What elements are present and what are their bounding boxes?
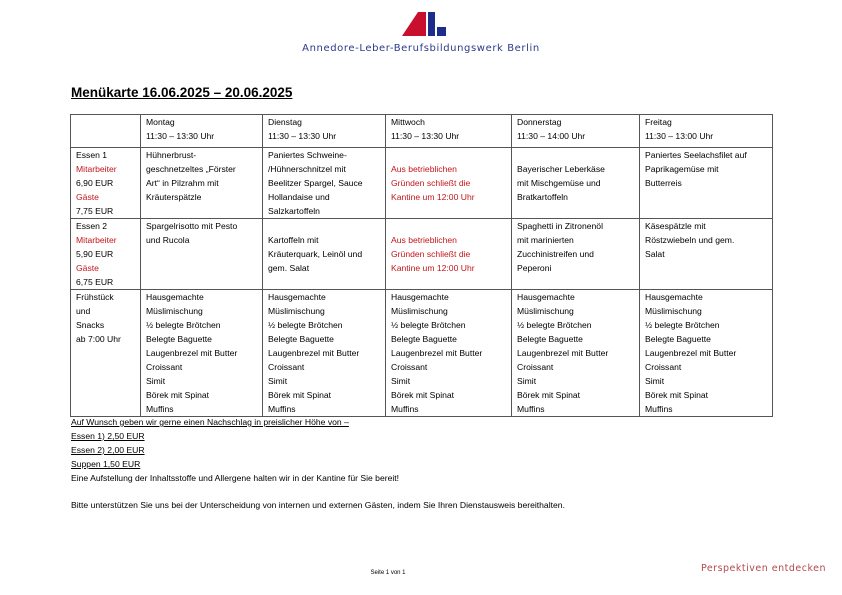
- footer-tagline: Perspektiven entdecken: [700, 563, 826, 574]
- menu-item-line: Laugenbrezel mit Butter: [146, 348, 238, 358]
- menu-item-line: Hausgemachte: [645, 292, 703, 302]
- menu-item-line: Hollandaise und: [268, 192, 330, 202]
- menu-item-line: Kartoffeln mit: [268, 235, 319, 245]
- menu-item-line: Hausgemachte: [517, 292, 575, 302]
- menu-row-essen-1: [71, 148, 773, 219]
- row-label-line: Mitarbeiter: [76, 164, 117, 174]
- staff-id-appeal: Bitte unterstützen Sie uns bei der Unterscheidung von internen und externen Gästen, indem Sie Ihren Dienstausweis bereithalten.: [71, 500, 565, 510]
- row-label-line: 6,90 EUR: [76, 178, 114, 188]
- menu-item-line: Croissant: [146, 362, 183, 372]
- menu-item-line: Butterreis: [645, 178, 682, 188]
- menu-cell: [512, 148, 640, 219]
- menu-cell: [640, 290, 773, 417]
- menu-item-line: Paniertes Seelachsfilet auf: [645, 150, 747, 160]
- menu-item-line: Hausgemachte: [268, 292, 326, 302]
- menu-item-line: Croissant: [645, 362, 682, 372]
- menu-item-line: Käsespätzle mit: [645, 221, 706, 231]
- menu-item-line: Art“ in Pilzrahm mit: [146, 178, 219, 188]
- menu-item-line: [517, 148, 635, 162]
- menu-item-line: Gründen schließt die: [391, 178, 471, 188]
- notes-section: [71, 416, 399, 486]
- menu-item-line: Muffins: [517, 404, 545, 414]
- menu-item-line: Börek mit Spinat: [517, 390, 581, 400]
- menu-row-essen-2: [71, 219, 773, 290]
- menu-item-line: Kantine um 12:00 Uhr: [391, 263, 475, 273]
- day-header-donnerstag: Donnerstag 11:30 – 14:00 Uhr: [512, 115, 640, 148]
- menu-cell: [263, 290, 386, 417]
- menu-item-line: Hühnerbrust-: [146, 150, 197, 160]
- menu-item-line: Salzkartoffeln: [268, 206, 320, 216]
- menu-item-line: /Hühnerschnitzel mit: [268, 164, 346, 174]
- menu-cell: [263, 219, 386, 290]
- menu-cell: [141, 219, 263, 290]
- menu-item-line: Belegte Baguette: [268, 334, 334, 344]
- menu-item-line: Muffins: [645, 404, 673, 414]
- menu-item-line: Muffins: [268, 404, 296, 414]
- row-label: [71, 290, 141, 417]
- menu-item-line: Börek mit Spinat: [645, 390, 709, 400]
- row-label-line: Essen 2: [76, 221, 108, 231]
- menu-item-line: Zucchinistreifen und: [517, 249, 594, 259]
- menu-item-line: Muffins: [391, 404, 419, 414]
- menu-item-line: und Rucola: [146, 235, 190, 245]
- logo-blue-block: [437, 27, 446, 36]
- menu-item-line: Spargelrisotto mit Pesto: [146, 221, 238, 231]
- row-label-line: ab 7:00 Uhr: [76, 334, 121, 344]
- day-header-row: [71, 115, 773, 148]
- menu-item-line: Gründen schließt die: [391, 249, 471, 259]
- menu-item-line: Bratkartoffeln: [517, 192, 568, 202]
- menu-item-line: Simit: [391, 376, 411, 386]
- row-label: [71, 148, 141, 219]
- menu-item-line: Beelitzer Spargel, Sauce: [268, 178, 363, 188]
- menu-item-line: Laugenbrezel mit Butter: [268, 348, 360, 358]
- menu-item-line: Peperoni: [517, 263, 552, 273]
- menu-item-line: Simit: [645, 376, 665, 386]
- row-label-line: Gäste: [76, 263, 99, 273]
- menu-item-line: Muffins: [146, 404, 174, 414]
- menu-item-line: Belegte Baguette: [645, 334, 711, 344]
- menu-item-line: Belegte Baguette: [517, 334, 583, 344]
- menu-item-line: Laugenbrezel mit Butter: [645, 348, 737, 358]
- day-header-montag: Montag 11:30 – 13:30 Uhr: [141, 115, 263, 148]
- menu-item-line: Laugenbrezel mit Butter: [391, 348, 483, 358]
- surcharge-intro: Auf Wunsch geben wir gerne einen Nachschlag in preislicher Höhe von –: [71, 417, 349, 427]
- corner-cell: [71, 115, 141, 148]
- row-label-line: Essen 1: [76, 150, 108, 160]
- surcharge-essen-1: Essen 1) 2,50 EUR: [71, 430, 145, 441]
- logo-red-triangle: [402, 12, 426, 36]
- row-label-line: Frühstück: [76, 292, 114, 302]
- menu-item-line: Müslimischung: [645, 306, 702, 316]
- row-label-line: Gäste: [76, 192, 99, 202]
- menu-item-line: Salat: [645, 249, 665, 259]
- menu-item-line: Müslimischung: [268, 306, 325, 316]
- menu-item-line: Aus betrieblichen: [391, 164, 457, 174]
- menu-item-line: Spaghetti in Zitronenöl: [517, 221, 603, 231]
- menu-item-line: Kräuterspätzle: [146, 192, 202, 202]
- menu-item-line: ½ belegte Brötchen: [517, 320, 592, 330]
- allergen-note: Eine Aufstellung der Inhaltsstoffe und Allergene halten wir in der Kantine für Sie bereit!: [71, 472, 400, 483]
- menu-item-line: Paniertes Schweine-: [268, 150, 347, 160]
- menu-cell: [386, 290, 512, 417]
- row-label-line: 5,90 EUR: [76, 249, 114, 259]
- row-label-line: 6,75 EUR: [76, 277, 114, 287]
- menu-cell: [263, 148, 386, 219]
- menu-item-line: Müslimischung: [146, 306, 203, 316]
- menu-cell: [640, 148, 773, 219]
- day-header-dienstag: Dienstag 11:30 – 13:30 Uhr: [263, 115, 386, 148]
- menu-item-line: Röstzwiebeln und gem.: [645, 235, 735, 245]
- menu-item-line: Börek mit Spinat: [391, 390, 455, 400]
- menu-item-line: geschnetzeltes „Förster: [146, 164, 236, 174]
- row-label-line: 7,75 EUR: [76, 206, 114, 216]
- menu-item-line: ½ belegte Brötchen: [645, 320, 720, 330]
- organization-name: Annedore-Leber-Berufsbildungswerk Berlin: [302, 43, 540, 54]
- menu-item-line: Börek mit Spinat: [268, 390, 332, 400]
- menu-item-line: Belegte Baguette: [391, 334, 457, 344]
- surcharge-essen-2: Essen 2) 2,00 EUR: [71, 444, 145, 455]
- menu-item-line: Müslimischung: [391, 306, 448, 316]
- menu-item-line: mit marinierten: [517, 235, 574, 245]
- day-header-mittwoch: Mittwoch 11:30 – 13:30 Uhr: [386, 115, 512, 148]
- menu-title: Menükarte 16.06.2025 – 20.06.2025: [71, 85, 293, 100]
- menu-row-fruehstueck: [71, 290, 773, 417]
- menu-cell: [141, 290, 263, 417]
- menu-item-line: Belegte Baguette: [146, 334, 212, 344]
- menu-item-line: Simit: [268, 376, 288, 386]
- weekly-menu-table: [70, 114, 773, 417]
- row-label-line: Snacks: [76, 320, 105, 330]
- menu-item-line: Simit: [517, 376, 537, 386]
- menu-item-line: Müslimischung: [517, 306, 574, 316]
- menu-item-line: [391, 219, 507, 233]
- menu-item-line: ½ belegte Brötchen: [146, 320, 221, 330]
- organization-logo: [402, 12, 446, 36]
- menu-item-line: [391, 148, 507, 162]
- menu-cell: [512, 290, 640, 417]
- menu-item-line: Croissant: [391, 362, 428, 372]
- menu-item-line: Aus betrieblichen: [391, 235, 457, 245]
- menu-item-line: ½ belegte Brötchen: [391, 320, 466, 330]
- menu-item-line: Hausgemachte: [391, 292, 449, 302]
- menu-item-line: Börek mit Spinat: [146, 390, 210, 400]
- menu-item-line: Hausgemachte: [146, 292, 204, 302]
- menu-item-line: Laugenbrezel mit Butter: [517, 348, 609, 358]
- menu-item-line: gem. Salat: [268, 263, 310, 273]
- menu-item-line: Kantine um 12:00 Uhr: [391, 192, 475, 202]
- surcharge-suppen: Suppen 1,50 EUR: [71, 458, 141, 469]
- menu-item-line: ½ belegte Brötchen: [268, 320, 343, 330]
- day-header-freitag: Freitag 11:30 – 13:00 Uhr: [640, 115, 773, 148]
- menu-item-line: Bayerischer Leberkäse: [517, 164, 605, 174]
- menu-cell: [386, 148, 512, 219]
- row-label-line: und: [76, 306, 91, 316]
- menu-item-line: Kräuterquark, Leinöl und: [268, 249, 363, 259]
- menu-cell: [386, 219, 512, 290]
- menu-cell: [640, 219, 773, 290]
- page-number: Seite 1 von 1: [370, 570, 406, 576]
- menu-item-line: Paprikagemüse mit: [645, 164, 719, 174]
- menu-item-line: Croissant: [268, 362, 305, 372]
- menu-cell: [512, 219, 640, 290]
- menu-item-line: Simit: [146, 376, 166, 386]
- menu-cell: [141, 148, 263, 219]
- menu-item-line: mit Mischgemüse und: [517, 178, 601, 188]
- row-label-line: Mitarbeiter: [76, 235, 117, 245]
- row-label: [71, 219, 141, 290]
- logo-blue-bar: [428, 12, 435, 36]
- menu-item-line: Croissant: [517, 362, 554, 372]
- menu-item-line: [268, 219, 381, 233]
